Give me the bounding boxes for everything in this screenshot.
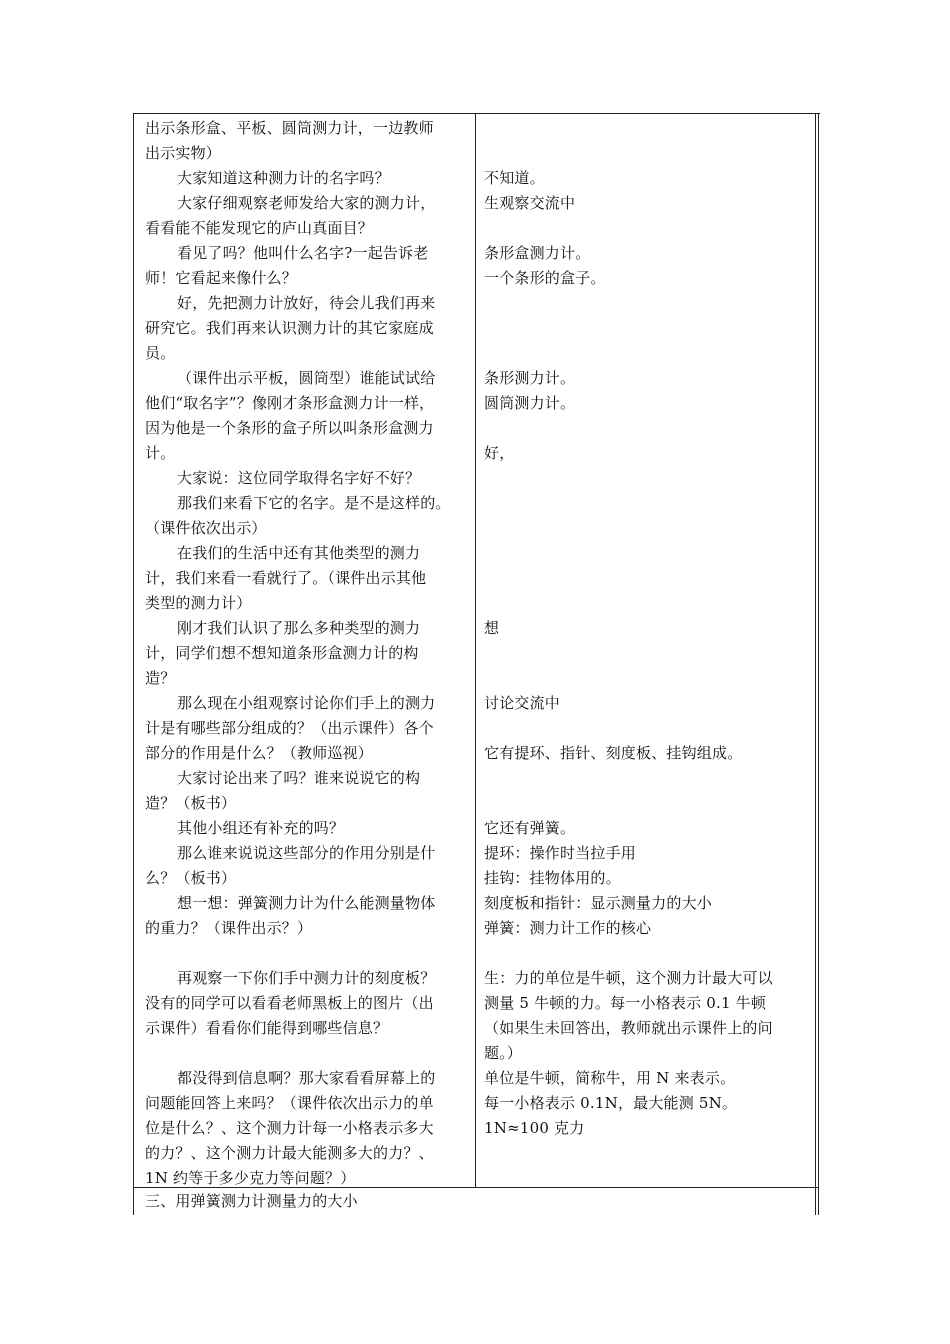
- left-column-line: 他们“取名字”？像刚才条形盒测力计一样，: [145, 394, 435, 412]
- right-column-line: 测量 5 牛顿的力。每一小格表示 0.1 牛顿: [484, 994, 767, 1012]
- left-column-line: 那么谁来说说这些部分的作用分别是什: [177, 844, 436, 862]
- table-left-border: [133, 113, 134, 1215]
- left-column-line: 出示实物）: [145, 144, 222, 162]
- right-column-line: 想: [484, 619, 500, 637]
- right-column-line: 每一小格表示 0.1N，最大能测 5N。: [484, 1094, 738, 1112]
- right-column-line: 它有提环、指针、刻度板、挂钩组成。: [484, 744, 743, 762]
- column-divider: [475, 113, 476, 1187]
- right-column-line: 生：力的单位是牛顿，这个测力计最大可以: [484, 969, 773, 987]
- left-column-line: 的重力？（课件出示？）: [145, 919, 313, 937]
- right-column-line: 提环：操作时当拉手用: [484, 844, 637, 862]
- left-column-line: 那我们来看下它的名字。是不是这样的。: [177, 494, 451, 512]
- left-column-line: 其他小组还有补充的吗？: [177, 819, 345, 837]
- left-column-line: 那么现在小组观察讨论你们手上的测力: [177, 694, 436, 712]
- left-column-line: 计，我们来看一看就行了。（课件出示其他: [145, 569, 427, 587]
- right-column-line: 题。）: [484, 1044, 523, 1062]
- right-column-line: 圆筒测力计。: [484, 394, 576, 412]
- right-column-line: 条形测力计。: [484, 369, 576, 387]
- left-column-line: 好，先把测力计放好，待会儿我们再来: [177, 294, 436, 312]
- left-column-line: 刚才我们认识了那么多种类型的测力: [177, 619, 421, 637]
- right-column-line: （如果生未回答出，教师就出示课件上的问: [484, 1019, 773, 1037]
- left-column-line: 因为他是一个条形的盒子所以叫条形盒测力: [145, 419, 434, 437]
- left-column-line: （课件依次出示）: [145, 519, 267, 537]
- left-column-line: 造？（板书）: [145, 794, 237, 812]
- right-column-line: 1N≈100 克力: [484, 1119, 585, 1137]
- left-column-line: 在我们的生活中还有其他类型的测力: [177, 544, 421, 562]
- right-column-line: 生观察交流中: [484, 194, 576, 212]
- left-column-line: 大家讨论出来了吗？谁来说说它的构: [177, 769, 421, 787]
- left-column-line: 么？（板书）: [145, 869, 237, 887]
- left-column-line: 位是什么？、这个测力计每一小格表示多大: [145, 1119, 434, 1137]
- left-column-line: 计，同学们想不想知道条形盒测力计的构: [145, 644, 419, 662]
- left-column-line: 的力？、这个测力计最大能测多大的力？、: [145, 1144, 434, 1162]
- left-column-line: 出示条形盒、平板、圆筒测力计，一边教师: [145, 119, 434, 137]
- right-column-line: 好，: [484, 444, 515, 462]
- right-column-line: 它还有弹簧。: [484, 819, 576, 837]
- left-column-line: 部分的作用是什么？（教师巡视）: [145, 744, 374, 762]
- right-column-line: 单位是牛顿，简称牛，用 N 来表示。: [484, 1069, 736, 1087]
- left-column-line: 看看能不能发现它的庐山真面目？: [145, 219, 374, 237]
- section-heading: 三、用弹簧测力计测量力的大小: [145, 1192, 358, 1210]
- left-column-line: 造？: [145, 669, 176, 687]
- left-column-line: 再观察一下你们手中测力计的刻度板？: [177, 969, 436, 987]
- table-right-border: [815, 113, 816, 1215]
- table-right-border-outer: [818, 113, 819, 1215]
- right-column-line: 不知道。: [484, 169, 545, 187]
- left-column-line: 想一想：弹簧测力计为什么能测量物体: [177, 894, 436, 912]
- left-column-line: 看见了吗？他叫什么名字?一起告诉老: [177, 244, 429, 262]
- right-column-line: 讨论交流中: [484, 694, 561, 712]
- left-column-line: 计是有哪些部分组成的？（出示课件）各个: [145, 719, 434, 737]
- left-column-line: 类型的测力计）: [145, 594, 252, 612]
- table-top-border: [133, 113, 820, 114]
- left-column-line: 大家知道这种测力计的名字吗？: [177, 169, 390, 187]
- left-column-line: 大家仔细观察老师发给大家的测力计，: [177, 194, 436, 212]
- left-column-line: 员。: [145, 344, 176, 362]
- left-column-line: 示课件）看看你们能得到哪些信息？: [145, 1019, 389, 1037]
- left-column-line: 没有的同学可以看看老师黑板上的图片（出: [145, 994, 434, 1012]
- right-column-line: 刻度板和指针：显示测量力的大小: [484, 894, 713, 912]
- right-column-line: 弹簧：测力计工作的核心: [484, 919, 652, 937]
- right-column-line: 挂钩：挂物体用的。: [484, 869, 621, 887]
- right-column-line: 一个条形的盒子。: [484, 269, 606, 287]
- left-column-line: 师！它看起来像什么？: [145, 269, 298, 287]
- left-column-line: 都没得到信息啊？那大家看看屏幕上的: [177, 1069, 436, 1087]
- left-column-line: 1N 约等于多少克力等问题？）: [145, 1169, 356, 1187]
- left-column-line: 研究它。我们再来认识测力计的其它家庭成: [145, 319, 434, 337]
- left-column-line: 计。: [145, 444, 176, 462]
- left-column-line: 大家说：这位同学取得名字好不好？: [177, 469, 421, 487]
- left-column-line: 问题能回答上来吗？（课件依次出示力的单: [145, 1094, 434, 1112]
- left-column-line: （课件出示平板，圆筒型）谁能试试给: [177, 369, 436, 387]
- right-column-line: 条形盒测力计。: [484, 244, 591, 262]
